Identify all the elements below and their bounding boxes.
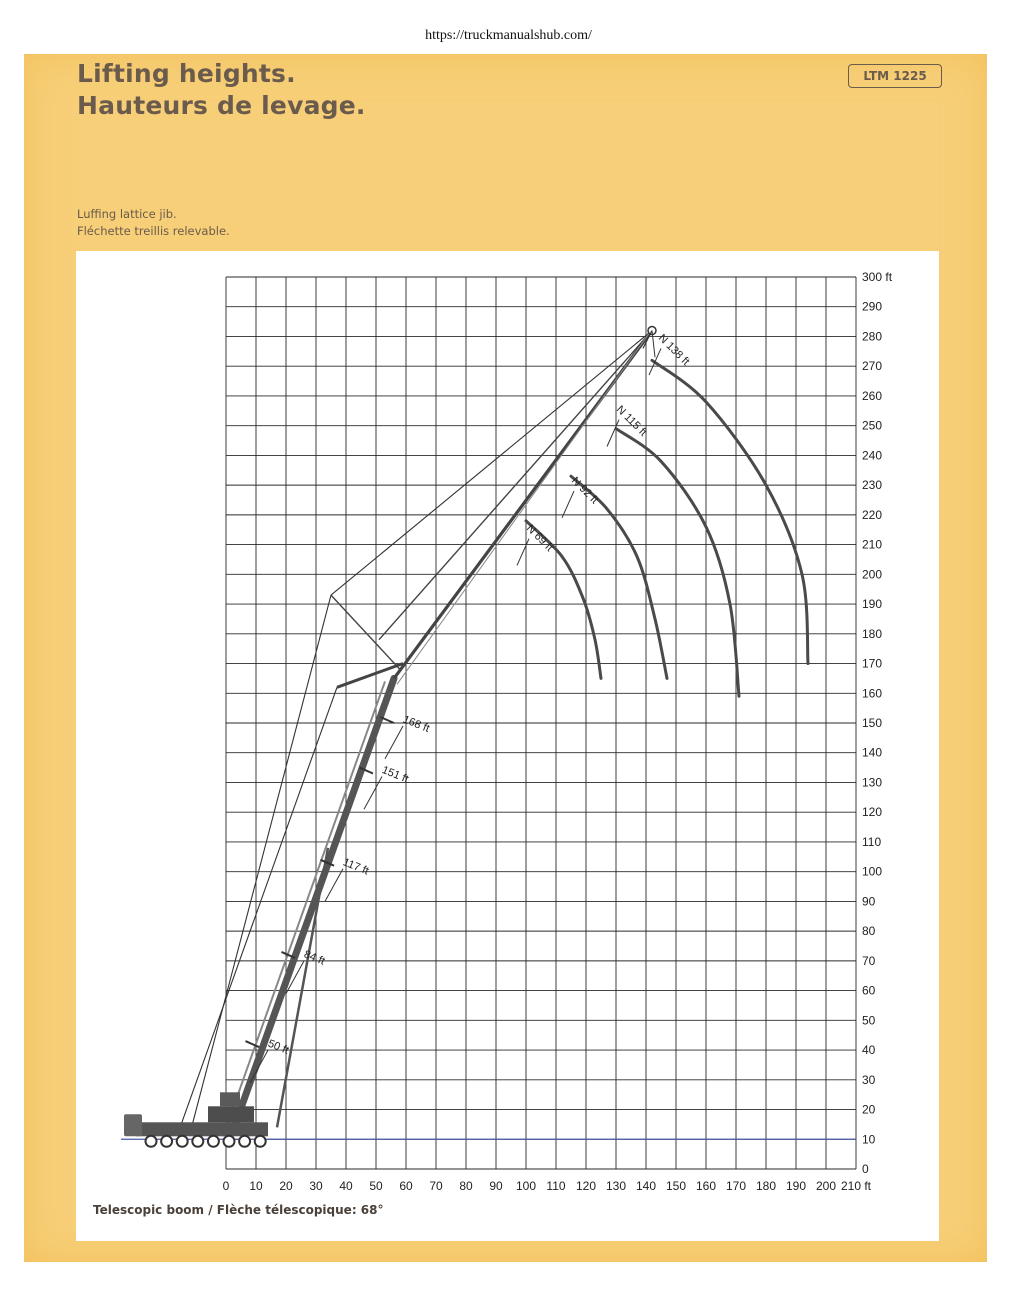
source-url[interactable]: https://truckmanualshub.com/ <box>425 28 592 43</box>
x-tick-label: 110 <box>546 1179 566 1193</box>
superstructure <box>208 1106 254 1122</box>
y-tick-label: 90 <box>862 894 876 909</box>
boom-length-label: 151 ft <box>380 764 411 786</box>
page-title <box>77 58 366 122</box>
y-tick-label: 80 <box>862 924 876 939</box>
x-tick-label: 180 <box>755 1179 777 1193</box>
x-tick-label: 30 <box>309 1179 323 1193</box>
x-tick-label: 160 <box>695 1179 717 1193</box>
boom-length-label: 50 ft <box>266 1037 291 1057</box>
y-tick-label: 200 <box>862 567 883 582</box>
boom-angle-caption: Telescopic boom / Flèche télescopique: 68° <box>93 1203 384 1217</box>
y-tick-label: 70 <box>862 953 876 968</box>
y-tick-label: 60 <box>862 983 876 998</box>
x-tick-label: 60 <box>399 1179 413 1193</box>
x-tick-label: 90 <box>489 1179 503 1193</box>
y-tick-label: 0 <box>862 1162 869 1176</box>
x-tick-label: 50 <box>369 1179 383 1193</box>
x-tick-label: 200 <box>815 1179 837 1193</box>
y-tick-label: 280 <box>862 329 883 344</box>
y-tick-label: 170 <box>862 656 883 671</box>
y-tick-label: 210 <box>862 537 883 552</box>
jib-length-label: N 92 ft <box>568 474 601 507</box>
title-english: Lifting heights. <box>77 59 296 88</box>
y-tick-label: 40 <box>862 1043 876 1058</box>
y-tick-label: 130 <box>862 775 883 790</box>
jib-length-arrow <box>517 539 529 566</box>
crane-drawing <box>124 327 656 1147</box>
grid <box>121 277 856 1169</box>
y-tick-label: 10 <box>862 1132 876 1147</box>
y-tick-label: 270 <box>862 359 883 374</box>
x-tick-label: 120 <box>575 1179 597 1193</box>
jib-length-arrow <box>649 348 661 375</box>
y-tick-label: 120 <box>862 805 883 820</box>
y-tick-label: 50 <box>862 1013 876 1028</box>
lifting-height-chart <box>76 251 939 1241</box>
x-tick-label: 80 <box>459 1179 473 1193</box>
carrier-wheel <box>192 1136 203 1147</box>
chart-panel <box>76 251 939 1241</box>
x-tick-label: 0 <box>222 1179 230 1193</box>
y-tick-label: 150 <box>862 716 883 730</box>
x-tick-label: 20 <box>279 1179 293 1193</box>
operator-cab <box>220 1092 240 1106</box>
x-tick-label: 100 <box>515 1179 537 1193</box>
y-tick-label: 110 <box>862 834 882 849</box>
y-tick-label: 30 <box>862 1072 876 1087</box>
subtitle-english: Luffing lattice jib. <box>77 207 177 221</box>
title-french: Hauteurs de levage. <box>77 91 366 120</box>
boom-length-arrow <box>385 726 403 759</box>
subtitle-french: Fléchette treillis relevable. <box>77 224 230 238</box>
x-tick-label: 130 <box>605 1179 627 1193</box>
jib-length-arrow <box>607 420 619 447</box>
jib-suspension-rope <box>331 331 652 596</box>
y-tick-label: 300 ft <box>862 270 893 284</box>
carrier-wheel <box>208 1136 219 1147</box>
jib-length-label: N 138 ft <box>655 332 692 368</box>
y-tick-label: 190 <box>862 597 883 612</box>
y-tick-label: 160 <box>862 686 883 701</box>
x-tick-label: 210 ft <box>840 1179 872 1193</box>
derrick-strut <box>331 595 400 669</box>
jib-height-curve <box>616 429 739 697</box>
carrier-wheel <box>161 1136 172 1147</box>
boom-length-label: 84 ft <box>302 948 327 968</box>
carrier-wheel <box>177 1136 188 1147</box>
y-tick-label: 180 <box>862 626 883 641</box>
boom-length-label: 168 ft <box>401 713 432 735</box>
x-tick-label: 10 <box>249 1179 263 1193</box>
boom-length-arrow <box>364 777 382 810</box>
y-tick-label: 220 <box>862 507 883 522</box>
boom-length-label: 117 ft <box>341 856 371 878</box>
telescopic-boom-edge <box>223 681 385 1136</box>
jib-height-curve <box>652 360 808 663</box>
jib-length-label: N 69 ft <box>523 522 556 554</box>
y-tick-label: 20 <box>862 1102 876 1117</box>
carrier-wheel <box>255 1136 266 1147</box>
y-tick-label: 260 <box>862 388 883 403</box>
jib-length-arrow <box>562 491 574 518</box>
model-badge: LTM 1225 <box>848 64 942 88</box>
jib-height-curve <box>568 474 667 678</box>
carrier-wheel <box>224 1136 235 1147</box>
y-tick-label: 100 <box>862 864 883 879</box>
driver-cab <box>124 1114 142 1136</box>
y-tick-label: 290 <box>862 299 883 314</box>
x-tick-label: 170 <box>725 1179 747 1193</box>
carrier-chassis <box>136 1122 268 1136</box>
x-tick-label: 150 <box>665 1179 687 1193</box>
x-tick-label: 40 <box>339 1179 353 1193</box>
carrier-wheel <box>146 1136 157 1147</box>
x-tick-label: 190 <box>785 1179 807 1193</box>
carrier-wheel <box>239 1136 250 1147</box>
x-tick-label: 70 <box>429 1179 443 1193</box>
y-tick-label: 140 <box>862 745 883 760</box>
jib-length-label: N 115 ft <box>613 403 650 439</box>
y-tick-label: 250 <box>862 418 883 433</box>
catalog-sheet <box>24 54 987 1262</box>
y-tick-label: 240 <box>862 448 883 463</box>
y-tick-label: 230 <box>862 478 883 493</box>
x-tick-label: 140 <box>635 1179 657 1193</box>
chart-subtitle <box>77 206 230 240</box>
